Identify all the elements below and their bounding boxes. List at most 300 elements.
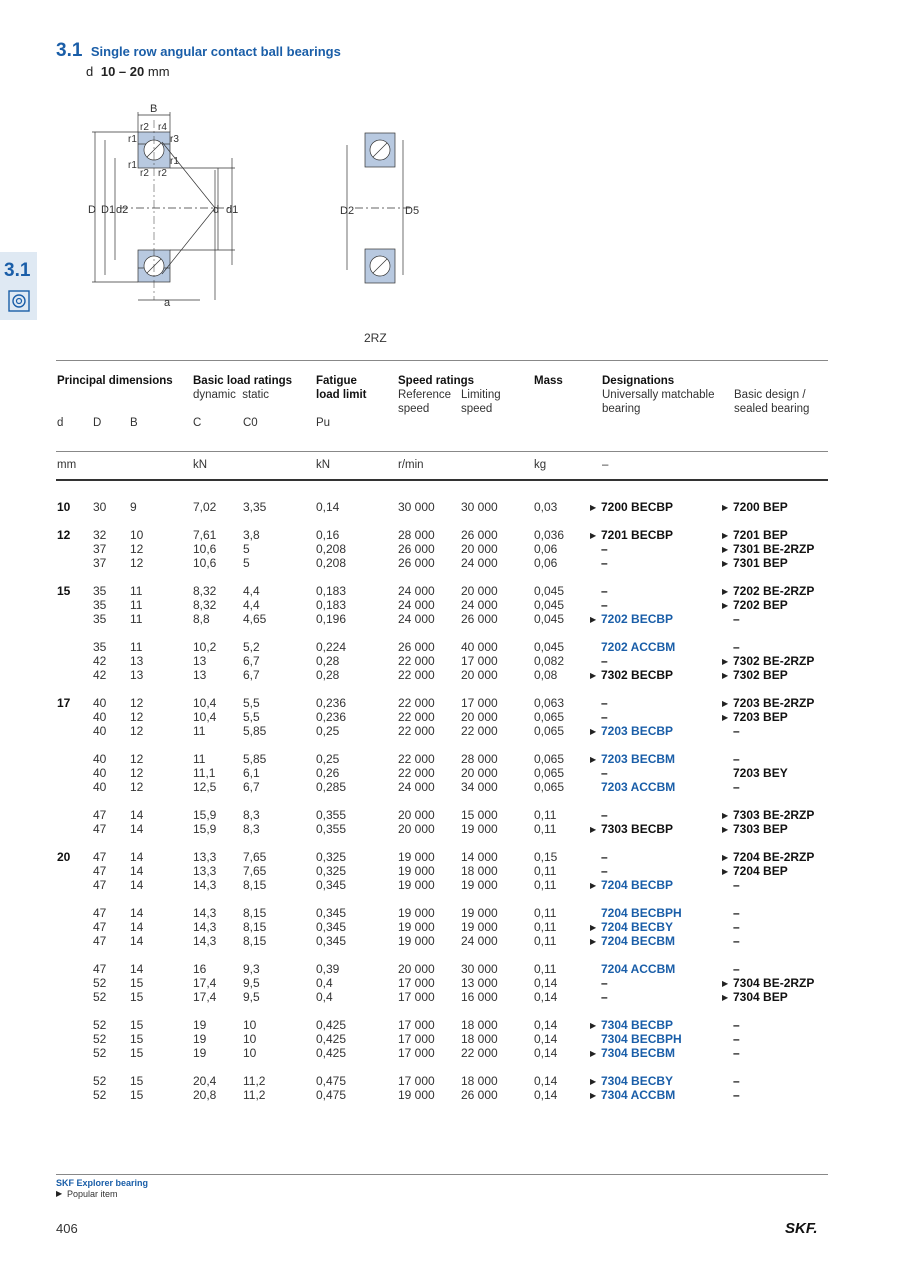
cell-D: 52 bbox=[93, 1032, 107, 1046]
cell-universally-matchable: – bbox=[601, 990, 608, 1004]
cell-d: 12 bbox=[57, 528, 71, 542]
dim-r1-left: r1 bbox=[128, 160, 137, 171]
cell-lim: 17 000 bbox=[461, 696, 498, 710]
dim-d1: d1 bbox=[226, 204, 239, 216]
table-mid-rule bbox=[56, 451, 828, 452]
cell-lim: 20 000 bbox=[461, 584, 498, 598]
section-number: 3.1 bbox=[56, 40, 83, 61]
cell-B: 15 bbox=[130, 990, 144, 1004]
cell-Pu: 0,25 bbox=[316, 752, 340, 766]
cell-C0: 5,2 bbox=[243, 640, 260, 654]
cell-B: 15 bbox=[130, 1088, 144, 1102]
cell-basic-design: – bbox=[733, 1032, 740, 1046]
cell-ref: 20 000 bbox=[398, 962, 435, 976]
cell-ref: 30 000 bbox=[398, 500, 435, 514]
cell-lim: 14 000 bbox=[461, 850, 498, 864]
cell-universally-matchable: ▶ 7304 BECBP bbox=[590, 1018, 674, 1032]
cell-D: 47 bbox=[93, 878, 107, 892]
cell-D: 35 bbox=[93, 598, 107, 612]
cell-basic-design: 7203 BEY bbox=[733, 766, 788, 780]
header-principal-dimensions: Principal dimensions bbox=[57, 375, 173, 387]
cell-Pu: 0,236 bbox=[316, 710, 347, 724]
popular-triangle-icon: ▶ bbox=[722, 825, 729, 834]
cell-C0: 4,4 bbox=[243, 584, 260, 598]
cell-universally-matchable: ▶ 7204 BECBP bbox=[590, 878, 674, 892]
cell-lim: 22 000 bbox=[461, 724, 498, 738]
popular-triangle-icon: ▶ bbox=[722, 853, 729, 862]
cell-universally-matchable: – bbox=[601, 598, 608, 612]
popular-triangle-icon: ▶ bbox=[590, 1077, 597, 1086]
cell-C: 11,1 bbox=[193, 766, 216, 780]
cell-B: 10 bbox=[130, 528, 144, 542]
cell-ref: 19 000 bbox=[398, 878, 435, 892]
cell-lim: 30 000 bbox=[461, 962, 498, 976]
cell-lim: 19 000 bbox=[461, 822, 498, 836]
d-unit: mm bbox=[147, 64, 170, 79]
cell-B: 12 bbox=[130, 542, 144, 556]
popular-triangle-icon: ▶ bbox=[722, 503, 729, 512]
cell-D: 35 bbox=[93, 612, 107, 626]
cell-universally-matchable: – bbox=[601, 584, 608, 598]
cell-ref: 19 000 bbox=[398, 1088, 435, 1102]
sym-C: C bbox=[193, 417, 202, 429]
cell-C: 19 bbox=[193, 1018, 207, 1032]
cell-B: 14 bbox=[130, 906, 144, 920]
cell-C0: 6,7 bbox=[243, 780, 260, 794]
cell-B: 14 bbox=[130, 962, 144, 976]
cell-lim: 40 000 bbox=[461, 640, 498, 654]
cell-B: 13 bbox=[130, 654, 144, 668]
cell-C: 10,4 bbox=[193, 710, 217, 724]
cell-ref: 26 000 bbox=[398, 542, 435, 556]
cell-C: 7,02 bbox=[193, 500, 217, 514]
popular-triangle-icon: ▶ bbox=[56, 1189, 63, 1198]
cell-ref: 28 000 bbox=[398, 528, 435, 542]
cell-Pu: 0,183 bbox=[316, 598, 347, 612]
cell-basic-design: ▶ 7304 BE-2RZP bbox=[722, 976, 815, 990]
cell-mass: 0,14 bbox=[534, 1032, 558, 1046]
cell-D: 30 bbox=[93, 500, 107, 514]
cell-basic-design: ▶ 7203 BE-2RZP bbox=[722, 696, 815, 710]
cell-mass: 0,065 bbox=[534, 710, 565, 724]
cell-C0: 3,8 bbox=[243, 528, 260, 542]
cell-ref: 22 000 bbox=[398, 766, 435, 780]
footer-popular-note: ▶ Popular item bbox=[56, 1189, 118, 1199]
cell-D: 47 bbox=[93, 962, 107, 976]
cell-Pu: 0,236 bbox=[316, 696, 347, 710]
cell-basic-design: – bbox=[733, 724, 740, 738]
cell-ref: 24 000 bbox=[398, 612, 435, 626]
cell-C0: 9,3 bbox=[243, 962, 260, 976]
cell-basic-design: ▶ 7204 BEP bbox=[722, 864, 788, 878]
cell-lim: 16 000 bbox=[461, 990, 498, 1004]
cell-C: 20,4 bbox=[193, 1074, 217, 1088]
cell-D: 35 bbox=[93, 584, 107, 598]
popular-triangle-icon: ▶ bbox=[590, 1021, 597, 1030]
side-tab-label: 3.1 bbox=[4, 260, 31, 281]
cell-Pu: 0,325 bbox=[316, 850, 347, 864]
cell-D: 47 bbox=[93, 934, 107, 948]
cell-C0: 6,7 bbox=[243, 654, 260, 668]
cell-mass: 0,045 bbox=[534, 612, 565, 626]
cell-lim: 19 000 bbox=[461, 878, 498, 892]
dim-r2-right: r2 bbox=[158, 168, 167, 179]
cell-D: 52 bbox=[93, 976, 107, 990]
cell-Pu: 0,26 bbox=[316, 766, 340, 780]
cell-universally-matchable: – bbox=[601, 696, 608, 710]
cell-C: 20,8 bbox=[193, 1088, 217, 1102]
cell-Pu: 0,345 bbox=[316, 878, 347, 892]
cell-C0: 7,65 bbox=[243, 864, 267, 878]
cell-ref: 22 000 bbox=[398, 710, 435, 724]
unit-mm: mm bbox=[57, 459, 77, 471]
sym-B: B bbox=[130, 417, 138, 429]
cell-D: 52 bbox=[93, 1074, 107, 1088]
cell-universally-matchable: ▶ 7203 BECBM bbox=[590, 752, 676, 766]
popular-triangle-icon: ▶ bbox=[722, 657, 729, 666]
cell-ref: 19 000 bbox=[398, 864, 435, 878]
sym-D: D bbox=[93, 417, 102, 429]
cell-universally-matchable: – bbox=[601, 864, 608, 878]
cell-d: 20 bbox=[57, 850, 71, 864]
cell-lim: 24 000 bbox=[461, 934, 498, 948]
cell-C: 11 bbox=[193, 724, 206, 738]
cell-lim: 19 000 bbox=[461, 920, 498, 934]
cell-ref: 24 000 bbox=[398, 584, 435, 598]
cell-D: 52 bbox=[93, 1018, 107, 1032]
cell-Pu: 0,16 bbox=[316, 528, 340, 542]
cell-mass: 0,11 bbox=[534, 906, 557, 920]
cell-C0: 8,15 bbox=[243, 920, 267, 934]
section-title: Single row angular contact ball bearings bbox=[90, 44, 341, 59]
cell-C: 10,6 bbox=[193, 556, 217, 570]
cell-D: 42 bbox=[93, 668, 107, 682]
cell-Pu: 0,25 bbox=[316, 724, 340, 738]
cell-B: 15 bbox=[130, 1046, 144, 1060]
cell-universally-matchable: 7203 ACCBM bbox=[601, 780, 676, 794]
cell-C: 8,8 bbox=[193, 612, 210, 626]
cell-ref: 19 000 bbox=[398, 920, 435, 934]
cell-mass: 0,08 bbox=[534, 668, 558, 682]
popular-triangle-icon: ▶ bbox=[722, 699, 729, 708]
dim-D2: D2 bbox=[340, 205, 355, 217]
cell-C: 13 bbox=[193, 668, 207, 682]
cell-lim: 13 000 bbox=[461, 976, 498, 990]
cell-universally-matchable: 7202 ACCBM bbox=[601, 640, 676, 654]
cell-C: 15,9 bbox=[193, 808, 217, 822]
cell-universally-matchable: ▶ 7202 BECBP bbox=[590, 612, 674, 626]
cell-C0: 9,5 bbox=[243, 976, 260, 990]
cell-universally-matchable: – bbox=[601, 808, 608, 822]
cell-ref: 17 000 bbox=[398, 1074, 435, 1088]
cell-Pu: 0,183 bbox=[316, 584, 347, 598]
cell-basic-design: – bbox=[733, 878, 740, 892]
cell-basic-design: – bbox=[733, 752, 740, 766]
cell-Pu: 0,4 bbox=[316, 976, 333, 990]
cell-universally-matchable: – bbox=[601, 654, 608, 668]
cell-basic-design: ▶ 7201 BEP bbox=[722, 528, 788, 542]
cell-basic-design: ▶ 7202 BEP bbox=[722, 598, 788, 612]
cell-B: 14 bbox=[130, 934, 144, 948]
cell-C0: 5 bbox=[243, 542, 250, 556]
cell-C0: 8,15 bbox=[243, 906, 267, 920]
cell-C: 14,3 bbox=[193, 920, 217, 934]
cell-universally-matchable: – bbox=[601, 710, 608, 724]
cell-mass: 0,063 bbox=[534, 696, 565, 710]
cell-universally-matchable: – bbox=[601, 850, 608, 864]
cell-D: 47 bbox=[93, 920, 107, 934]
cell-C0: 7,65 bbox=[243, 850, 267, 864]
cell-universally-matchable: ▶ 7203 BECBP bbox=[590, 724, 674, 738]
cell-B: 11 bbox=[130, 612, 143, 626]
cell-ref: 22 000 bbox=[398, 696, 435, 710]
cell-Pu: 0,196 bbox=[316, 612, 347, 626]
cell-C0: 5,5 bbox=[243, 696, 260, 710]
cell-ref: 19 000 bbox=[398, 850, 435, 864]
cell-D: 40 bbox=[93, 724, 107, 738]
cell-ref: 19 000 bbox=[398, 906, 435, 920]
cell-C: 13,3 bbox=[193, 864, 217, 878]
diameter-range bbox=[86, 64, 170, 79]
cell-C: 19 bbox=[193, 1032, 207, 1046]
cell-ref: 22 000 bbox=[398, 654, 435, 668]
dim-D1: D1 bbox=[101, 204, 116, 216]
cell-mass: 0,14 bbox=[534, 976, 558, 990]
cell-Pu: 0,345 bbox=[316, 934, 347, 948]
cell-Pu: 0,208 bbox=[316, 542, 347, 556]
cell-lim: 18 000 bbox=[461, 864, 498, 878]
cell-basic-design: ▶ 7301 BEP bbox=[722, 556, 788, 570]
dim-r1-top: r1 bbox=[128, 134, 137, 145]
cell-basic-design: ▶ 7200 BEP bbox=[722, 500, 788, 514]
cell-D: 52 bbox=[93, 990, 107, 1004]
cell-C0: 8,15 bbox=[243, 934, 267, 948]
cell-C: 13,3 bbox=[193, 850, 217, 864]
sym-Pu: Pu bbox=[316, 417, 331, 429]
cell-Pu: 0,4 bbox=[316, 990, 333, 1004]
dim-D5: D5 bbox=[405, 205, 420, 217]
cell-C0: 9,5 bbox=[243, 990, 260, 1004]
header-limiting-speed: Limiting speed bbox=[461, 389, 501, 415]
cell-C0: 5,5 bbox=[243, 710, 260, 724]
header-reference-speed: Reference speed bbox=[398, 389, 452, 415]
cell-universally-matchable: 7304 BECBPH bbox=[601, 1032, 682, 1046]
cell-C: 8,32 bbox=[193, 598, 217, 612]
cell-basic-design: ▶ 7204 BE-2RZP bbox=[722, 850, 815, 864]
popular-triangle-icon: ▶ bbox=[722, 601, 729, 610]
cell-lim: 28 000 bbox=[461, 752, 498, 766]
popular-triangle-icon: ▶ bbox=[722, 713, 729, 722]
cell-B: 14 bbox=[130, 864, 144, 878]
cell-universally-matchable: ▶ 7304 ACCBM bbox=[590, 1088, 676, 1102]
cell-basic-design: ▶ 7304 BEP bbox=[722, 990, 788, 1004]
dim-r4: r4 bbox=[158, 122, 167, 133]
cell-ref: 22 000 bbox=[398, 752, 435, 766]
cell-ref: 24 000 bbox=[398, 598, 435, 612]
cell-mass: 0,14 bbox=[534, 990, 558, 1004]
popular-triangle-icon: ▶ bbox=[722, 993, 729, 1002]
cell-mass: 0,03 bbox=[534, 500, 558, 514]
cell-D: 47 bbox=[93, 808, 107, 822]
cell-universally-matchable: – bbox=[601, 542, 608, 556]
cell-universally-matchable: ▶ 7302 BECBP bbox=[590, 668, 674, 682]
popular-triangle-icon: ▶ bbox=[590, 503, 597, 512]
cell-C0: 5,85 bbox=[243, 724, 267, 738]
header-dynamic: dynamic bbox=[193, 389, 236, 401]
cell-ref: 26 000 bbox=[398, 640, 435, 654]
bearing-cross-section-drawing bbox=[80, 100, 260, 315]
cell-D: 52 bbox=[93, 1046, 107, 1060]
cell-basic-design: – bbox=[733, 1088, 740, 1102]
cell-B: 14 bbox=[130, 878, 144, 892]
cell-C0: 3,35 bbox=[243, 500, 267, 514]
cell-basic-design: – bbox=[733, 920, 740, 934]
cell-Pu: 0,39 bbox=[316, 962, 340, 976]
cell-lim: 17 000 bbox=[461, 654, 498, 668]
cell-mass: 0,14 bbox=[534, 1018, 558, 1032]
cell-C0: 5,85 bbox=[243, 752, 267, 766]
cell-mass: 0,06 bbox=[534, 542, 558, 556]
cell-ref: 20 000 bbox=[398, 822, 435, 836]
cell-universally-matchable: – bbox=[601, 766, 608, 780]
page-number: 406 bbox=[56, 1221, 78, 1236]
cell-D: 37 bbox=[93, 556, 107, 570]
cell-lim: 20 000 bbox=[461, 766, 498, 780]
cell-B: 13 bbox=[130, 668, 144, 682]
cell-basic-design: – bbox=[733, 1018, 740, 1032]
cell-C: 14,3 bbox=[193, 878, 217, 892]
cell-lim: 15 000 bbox=[461, 808, 498, 822]
popular-triangle-icon: ▶ bbox=[722, 979, 729, 988]
cell-lim: 20 000 bbox=[461, 542, 498, 556]
cell-B: 14 bbox=[130, 808, 144, 822]
popular-triangle-icon: ▶ bbox=[722, 811, 729, 820]
popular-triangle-icon: ▶ bbox=[590, 615, 597, 624]
popular-triangle-icon: ▶ bbox=[722, 531, 729, 540]
cell-d: 17 bbox=[57, 696, 71, 710]
cell-Pu: 0,14 bbox=[316, 500, 340, 514]
cell-D: 40 bbox=[93, 780, 107, 794]
cell-mass: 0,045 bbox=[534, 584, 565, 598]
cell-mass: 0,11 bbox=[534, 920, 557, 934]
cell-B: 12 bbox=[130, 780, 144, 794]
header-static: static bbox=[242, 389, 270, 401]
cell-ref: 22 000 bbox=[398, 668, 435, 682]
cell-lim: 24 000 bbox=[461, 556, 498, 570]
cell-universally-matchable: – bbox=[601, 556, 608, 570]
cell-B: 15 bbox=[130, 976, 144, 990]
dim-a: a bbox=[164, 297, 171, 309]
d-range-value: 10 – 20 bbox=[100, 64, 145, 79]
cell-basic-design: ▶ 7302 BE-2RZP bbox=[722, 654, 815, 668]
popular-triangle-icon: ▶ bbox=[590, 937, 597, 946]
cell-Pu: 0,475 bbox=[316, 1088, 347, 1102]
cell-B: 15 bbox=[130, 1018, 144, 1032]
popular-triangle-icon: ▶ bbox=[722, 867, 729, 876]
cell-C: 11 bbox=[193, 752, 206, 766]
cell-basic-design: – bbox=[733, 612, 740, 626]
cell-universally-matchable: ▶ 7304 BECBY bbox=[590, 1074, 674, 1088]
cell-B: 14 bbox=[130, 920, 144, 934]
cell-B: 14 bbox=[130, 822, 144, 836]
header-mass: Mass bbox=[534, 375, 563, 387]
section-header bbox=[56, 40, 341, 62]
cell-Pu: 0,325 bbox=[316, 864, 347, 878]
sym-C0: C0 bbox=[243, 417, 258, 429]
table-header-bottom-rule bbox=[56, 479, 828, 481]
cell-universally-matchable: ▶ 7201 BECBP bbox=[590, 528, 674, 542]
popular-triangle-icon: ▶ bbox=[590, 825, 597, 834]
cell-universally-matchable: 7204 BECBPH bbox=[601, 906, 682, 920]
popular-triangle-icon: ▶ bbox=[590, 1091, 597, 1100]
popular-triangle-icon: ▶ bbox=[590, 923, 597, 932]
unit-kN-fatigue: kN bbox=[316, 459, 331, 471]
cell-C0: 6,1 bbox=[243, 766, 260, 780]
cell-C: 10,6 bbox=[193, 542, 217, 556]
cell-ref: 26 000 bbox=[398, 556, 435, 570]
cell-B: 9 bbox=[130, 500, 137, 514]
cell-Pu: 0,355 bbox=[316, 808, 347, 822]
popular-triangle-icon: ▶ bbox=[590, 671, 597, 680]
cell-ref: 22 000 bbox=[398, 724, 435, 738]
cell-B: 11 bbox=[130, 640, 143, 654]
unit-kg: kg bbox=[534, 459, 547, 471]
cell-basic-design: ▶ 7303 BEP bbox=[722, 822, 788, 836]
cell-mass: 0,065 bbox=[534, 780, 565, 794]
cell-universally-matchable: ▶ 7304 BECBM bbox=[590, 1046, 676, 1060]
cell-lim: 18 000 bbox=[461, 1074, 498, 1088]
cell-C0: 6,7 bbox=[243, 668, 260, 682]
cell-d: 15 bbox=[57, 584, 71, 598]
cell-D: 47 bbox=[93, 822, 107, 836]
cell-C0: 4,4 bbox=[243, 598, 260, 612]
cell-lim: 20 000 bbox=[461, 710, 498, 724]
cell-mass: 0,11 bbox=[534, 962, 557, 976]
cell-B: 12 bbox=[130, 710, 144, 724]
cell-lim: 18 000 bbox=[461, 1018, 498, 1032]
dim-D: D bbox=[88, 204, 96, 216]
cell-B: 15 bbox=[130, 1032, 144, 1046]
cell-C: 10,4 bbox=[193, 696, 217, 710]
side-tab bbox=[0, 252, 37, 320]
cell-mass: 0,082 bbox=[534, 654, 565, 668]
cell-ref: 17 000 bbox=[398, 1046, 435, 1060]
cell-ref: 17 000 bbox=[398, 1018, 435, 1032]
cell-mass: 0,14 bbox=[534, 1074, 558, 1088]
cell-C0: 11,2 bbox=[243, 1074, 266, 1088]
cell-B: 12 bbox=[130, 766, 144, 780]
cell-C0: 8,3 bbox=[243, 808, 260, 822]
header-speed-ratings: Speed ratings bbox=[398, 375, 475, 387]
cell-Pu: 0,28 bbox=[316, 654, 340, 668]
cell-mass: 0,11 bbox=[534, 934, 557, 948]
cell-D: 40 bbox=[93, 766, 107, 780]
cell-B: 11 bbox=[130, 584, 143, 598]
cell-basic-design: – bbox=[733, 780, 740, 794]
cell-mass: 0,036 bbox=[534, 528, 565, 542]
cell-Pu: 0,475 bbox=[316, 1074, 347, 1088]
cell-universally-matchable: ▶ 7303 BECBP bbox=[590, 822, 674, 836]
cell-Pu: 0,208 bbox=[316, 556, 347, 570]
cell-B: 12 bbox=[130, 752, 144, 766]
footer-rule bbox=[56, 1174, 828, 1175]
footer-explorer-note: SKF Explorer bearing bbox=[56, 1178, 149, 1188]
cell-D: 35 bbox=[93, 640, 107, 654]
dim-d2: d2 bbox=[116, 204, 129, 216]
cell-ref: 19 000 bbox=[398, 934, 435, 948]
cell-basic-design: – bbox=[733, 906, 740, 920]
sym-d: d bbox=[57, 417, 64, 429]
